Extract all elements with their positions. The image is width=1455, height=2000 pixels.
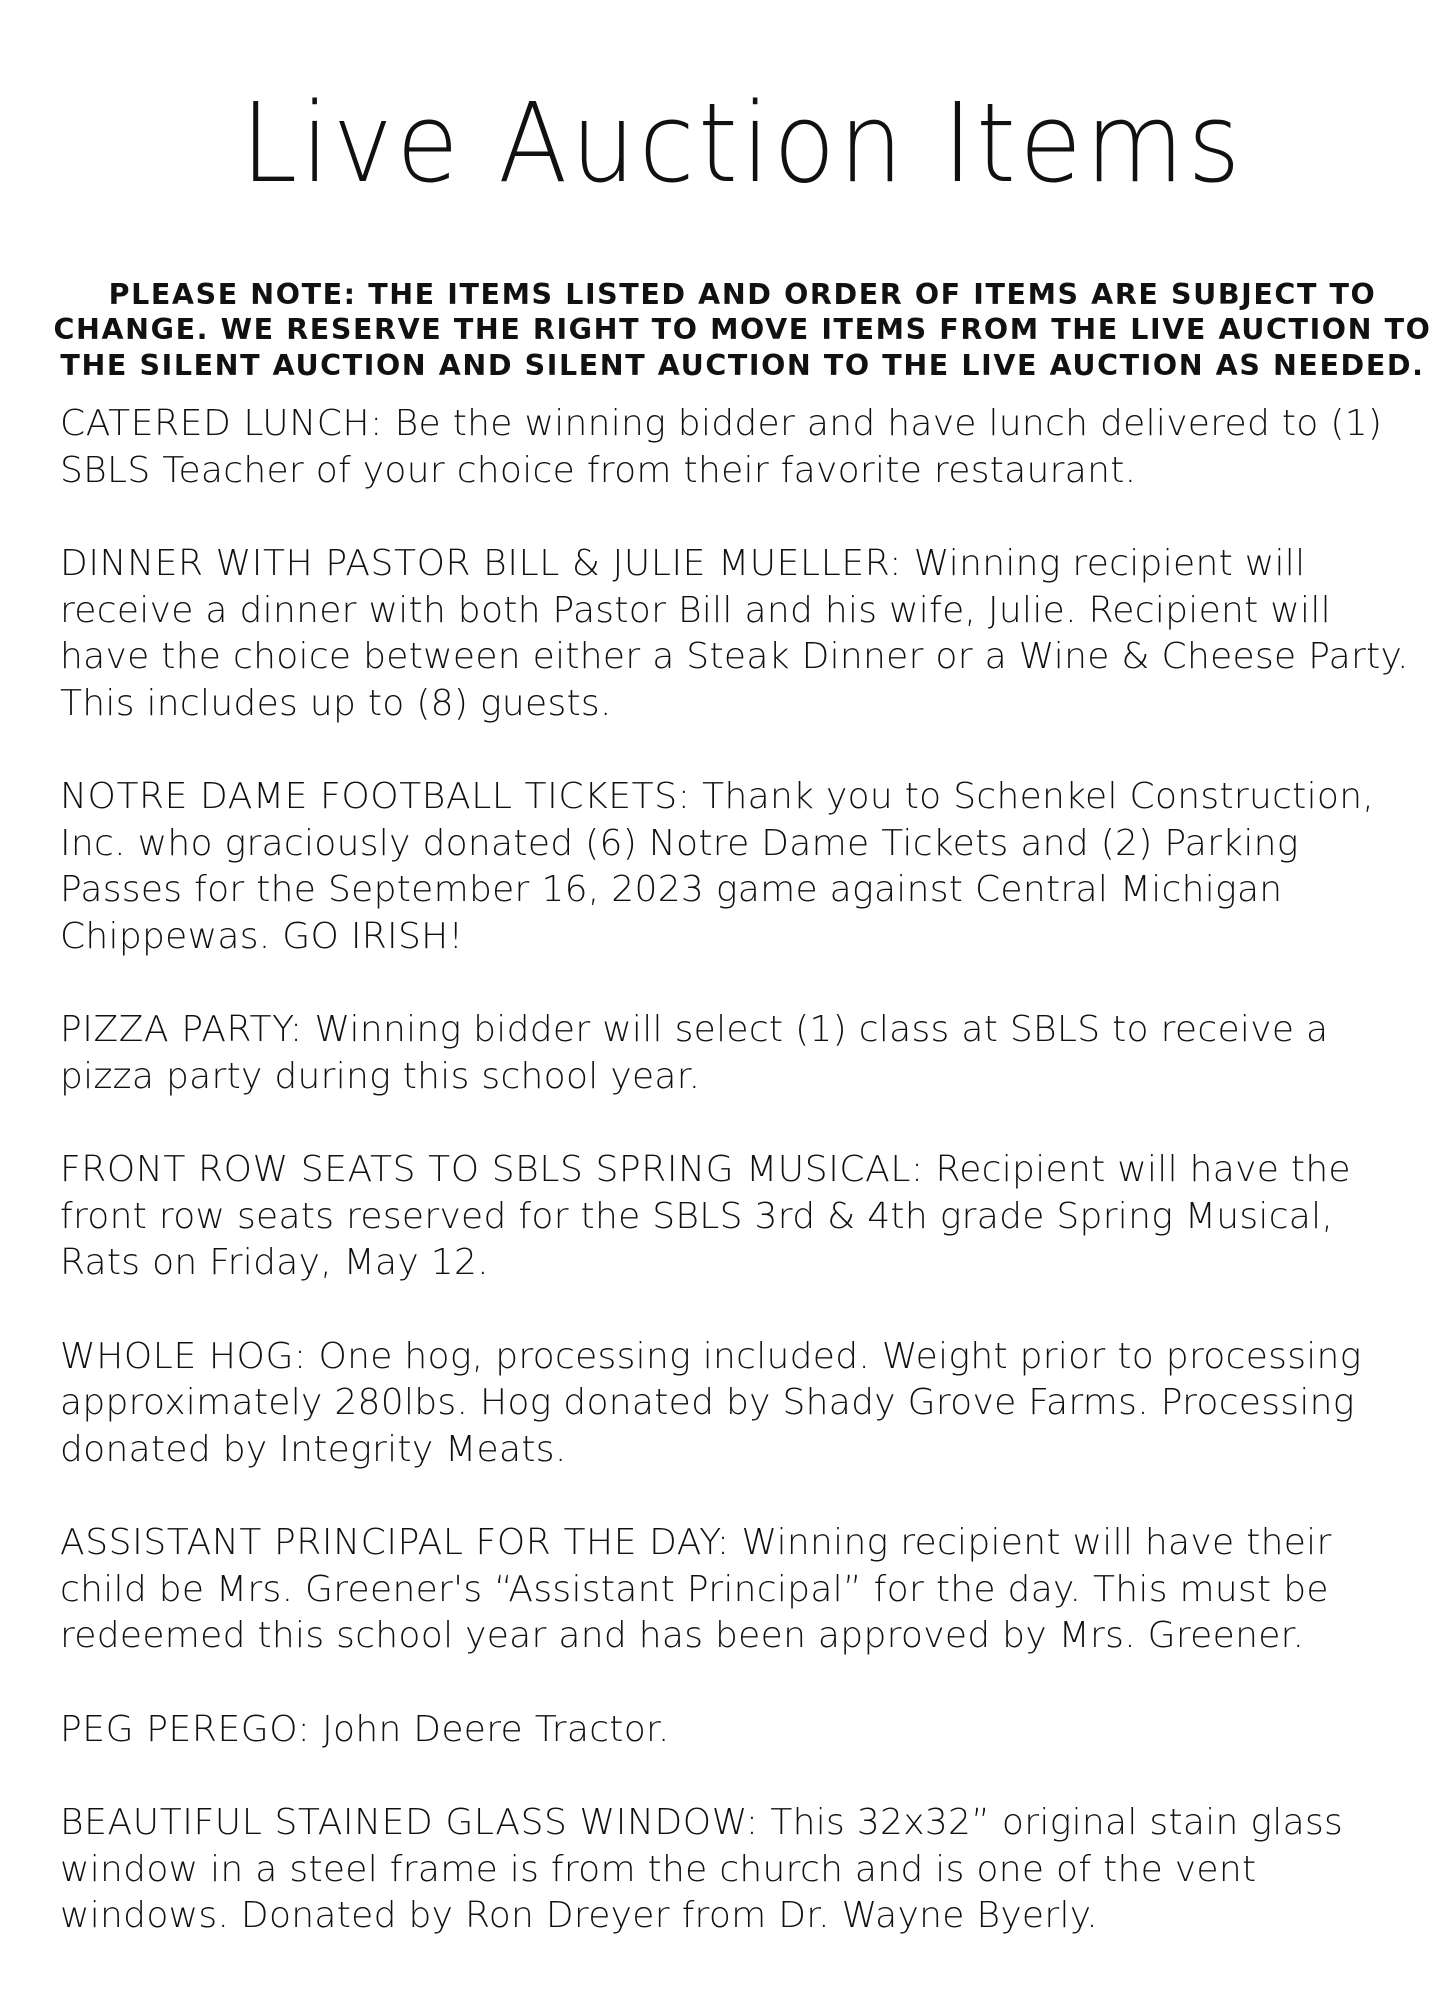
item-heading: CATERED LUNCH:	[60, 403, 383, 445]
item-description: John Deere Tractor.	[322, 1708, 670, 1750]
item-description: Recipient will have the front row seats reserved for the SBLS 3rd & 4th grade Spring Musical, Rats on Friday, May 12.	[60, 1149, 1351, 1284]
auction-item-assistant-principal	[60, 1520, 1425, 1660]
item-heading: PEG PEREGO:	[60, 1708, 311, 1750]
page-title: Live Auction Items	[240, 79, 1245, 207]
item-heading: FRONT ROW SEATS TO SBLS SPRING MUSICAL:	[60, 1149, 924, 1191]
auction-item-notre-dame-tickets	[60, 774, 1425, 960]
item-description: This 32x32” original stain glass window in a steel frame is from the church and is one of the vent windows. Donated by Ron Dreyer from Dr. Wayne Byerly.	[60, 1802, 1344, 1937]
item-description: Thank you to Schenkel Construction, Inc. who graciously donated (6) Notre Dame Tickets and (2) Parking Passes for the September 16, 2023 game against Central Michigan Chippewas. GO IRISH!	[60, 776, 1375, 957]
item-heading: BEAUTIFUL STAINED GLASS WINDOW:	[60, 1802, 759, 1844]
auction-item-catered-lunch	[60, 401, 1425, 494]
notice-text: PLEASE NOTE: THE ITEMS LISTED AND ORDER OF ITEMS ARE SUBJECT TO CHANGE. WE RESERVE THE RIGHT TO MOVE ITEMS FROM THE LIVE AUCTION TO THE SILENT AUCTION AND SILENT AUCTION TO THE LIVE AUCTION AS NEEDED.	[53, 277, 1432, 382]
item-description: Winning bidder will select (1) class at SBLS to receive a pizza party during this school year.	[60, 1009, 1329, 1097]
auction-item-whole-hog	[60, 1334, 1425, 1474]
item-heading: DINNER WITH PASTOR BILL & JULIE MUELLER:	[60, 543, 902, 585]
item-heading: NOTRE DAME FOOTBALL TICKETS:	[60, 776, 691, 818]
item-description: One hog, processing included. Weight prior to processing approximately 280lbs. Hog donated by Shady Grove Farms. Processing donated by Integrity Meats.	[60, 1335, 1362, 1470]
item-description: Winning recipient will receive a dinner with both Pastor Bill and his wife, Julie. Recipient will have the choice between either a Steak Dinner or a Wine & Cheese Party. This includes up to (8) guests.	[60, 543, 1409, 724]
auction-item-front-row-seats	[60, 1147, 1425, 1287]
auction-item-pizza-party	[60, 1007, 1425, 1100]
item-heading: WHOLE HOG:	[60, 1335, 307, 1377]
item-description: Winning recipient will have their child be Mrs. Greener's “Assistant Principal” for the day. This must be redeemed this school year and has been approved by Mrs. Greener.	[60, 1522, 1332, 1657]
auction-item-list	[60, 401, 1425, 1940]
item-heading: ASSISTANT PRINCIPAL FOR THE DAY:	[60, 1522, 730, 1564]
item-heading: PIZZA PARTY:	[60, 1009, 303, 1051]
auction-item-dinner-with-pastor	[60, 541, 1425, 727]
item-description: Be the winning bidder and have lunch delivered to (1) SBLS Teacher of your choice from their favorite restaurant.	[60, 403, 1383, 491]
auction-item-stained-glass-window	[60, 1800, 1425, 1940]
auction-item-peg-perego	[60, 1707, 1425, 1754]
